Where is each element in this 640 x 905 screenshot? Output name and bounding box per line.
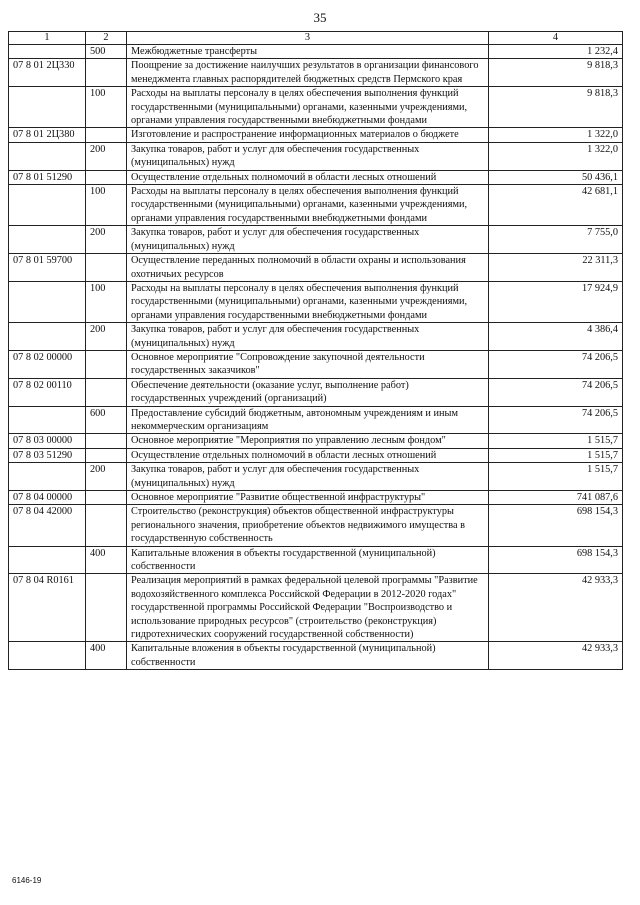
row-code-cell: 07 8 03 51290 xyxy=(9,448,86,462)
row-code-cell: 07 8 03 00000 xyxy=(9,434,86,448)
row-code-cell: 07 8 01 2Ц380 xyxy=(9,128,86,142)
row-code-cell xyxy=(9,45,86,59)
table-row xyxy=(9,128,623,142)
row-amount-cell: 74 206,5 xyxy=(489,350,623,378)
row-expense-type-cell xyxy=(86,128,127,142)
row-amount-cell: 74 206,5 xyxy=(489,406,623,434)
row-name-cell: Расходы на выплаты персоналу в целях обеспечения выполнения функций государственными (муниципальными) органами, казенными учреждениями, органами управления государственными внебюджетными фондами xyxy=(127,87,489,128)
row-expense-type-cell xyxy=(86,434,127,448)
row-code-cell: 07 8 01 59700 xyxy=(9,254,86,282)
row-amount-cell: 1 322,0 xyxy=(489,142,623,170)
row-code-cell: 07 8 01 51290 xyxy=(9,170,86,184)
row-name-cell: Основное мероприятие "Развитие общественной инфраструктуры" xyxy=(127,491,489,505)
row-code-cell: 07 8 01 2Ц330 xyxy=(9,59,86,87)
row-expense-type-cell: 100 xyxy=(86,281,127,322)
row-expense-type-cell xyxy=(86,59,127,87)
row-code-cell xyxy=(9,142,86,170)
row-amount-cell: 698 154,3 xyxy=(489,546,623,574)
table-row xyxy=(9,378,623,406)
row-name-cell: Реализация мероприятий в рамках федеральной целевой программы "Развитие водохозяйственного комплекса Российской Федерации в 2012-2020 годах" государственной программы Российской Федерации "Воспроизводство и использование природных ресурсов" (строительство (реконструкция) гидротехнических сооружений государственной собственности) xyxy=(127,574,489,642)
table-row xyxy=(9,448,623,462)
table-row xyxy=(9,406,623,434)
row-amount-cell: 42 933,3 xyxy=(489,642,623,670)
row-code-cell xyxy=(9,226,86,254)
table-header-row xyxy=(9,32,623,45)
row-amount-cell: 1 515,7 xyxy=(489,463,623,491)
table-row xyxy=(9,59,623,87)
row-amount-cell: 17 924,9 xyxy=(489,281,623,322)
row-name-cell: Расходы на выплаты персоналу в целях обеспечения выполнения функций государственными (муниципальными) органами, казенными учреждениями, органами управления государственными внебюджетными фондами xyxy=(127,185,489,226)
row-code-cell: 07 8 04 42000 xyxy=(9,505,86,546)
row-code-cell: 07 8 04 R0161 xyxy=(9,574,86,642)
row-expense-type-cell: 200 xyxy=(86,323,127,351)
row-name-cell: Поощрение за достижение наилучших результатов в организации финансового менеджмента главных распорядителей бюджетных средств Пермского края xyxy=(127,59,489,87)
row-amount-cell: 1 515,7 xyxy=(489,434,623,448)
row-code-cell xyxy=(9,281,86,322)
row-name-cell: Изготовление и распространение информационных материалов о бюджете xyxy=(127,128,489,142)
row-code-cell: 07 8 04 00000 xyxy=(9,491,86,505)
row-name-cell: Закупка товаров, работ и услуг для обеспечения государственных (муниципальных) нужд xyxy=(127,226,489,254)
header-col-3: 3 xyxy=(127,32,489,45)
row-expense-type-cell: 200 xyxy=(86,142,127,170)
row-amount-cell: 50 436,1 xyxy=(489,170,623,184)
table-row xyxy=(9,434,623,448)
table-row xyxy=(9,323,623,351)
row-expense-type-cell xyxy=(86,491,127,505)
table-row xyxy=(9,254,623,282)
table-row xyxy=(9,142,623,170)
row-amount-cell: 42 933,3 xyxy=(489,574,623,642)
table-row xyxy=(9,350,623,378)
row-code-cell xyxy=(9,323,86,351)
row-name-cell: Осуществление отдельных полномочий в области лесных отношений xyxy=(127,448,489,462)
table-row xyxy=(9,185,623,226)
row-expense-type-cell: 400 xyxy=(86,642,127,670)
row-expense-type-cell xyxy=(86,574,127,642)
header-col-4: 4 xyxy=(489,32,623,45)
row-code-cell: 07 8 02 00000 xyxy=(9,350,86,378)
row-amount-cell: 741 087,6 xyxy=(489,491,623,505)
row-name-cell: Закупка товаров, работ и услуг для обеспечения государственных (муниципальных) нужд xyxy=(127,323,489,351)
row-amount-cell: 7 755,0 xyxy=(489,226,623,254)
row-amount-cell: 1 515,7 xyxy=(489,448,623,462)
row-name-cell: Закупка товаров, работ и услуг для обеспечения государственных (муниципальных) нужд xyxy=(127,463,489,491)
table-row xyxy=(9,463,623,491)
table-row xyxy=(9,505,623,546)
table-row xyxy=(9,491,623,505)
row-amount-cell: 74 206,5 xyxy=(489,378,623,406)
row-amount-cell: 698 154,3 xyxy=(489,505,623,546)
row-name-cell: Осуществление переданных полномочий в области охраны и использования охотничьих ресурсов xyxy=(127,254,489,282)
row-amount-cell: 22 311,3 xyxy=(489,254,623,282)
table-row xyxy=(9,642,623,670)
row-expense-type-cell: 600 xyxy=(86,406,127,434)
row-name-cell: Межбюджетные трансферты xyxy=(127,45,489,59)
row-name-cell: Капитальные вложения в объекты государственной (муниципальной) собственности xyxy=(127,642,489,670)
row-expense-type-cell: 100 xyxy=(86,185,127,226)
row-name-cell: Основное мероприятие "Мероприятия по управлению лесным фондом" xyxy=(127,434,489,448)
row-code-cell xyxy=(9,463,86,491)
page-number: 35 xyxy=(313,10,327,25)
row-expense-type-cell: 100 xyxy=(86,87,127,128)
row-amount-cell: 1 322,0 xyxy=(489,128,623,142)
row-expense-type-cell: 500 xyxy=(86,45,127,59)
row-expense-type-cell: 200 xyxy=(86,463,127,491)
row-name-cell: Капитальные вложения в объекты государственной (муниципальной) собственности xyxy=(127,546,489,574)
row-code-cell: 07 8 02 00110 xyxy=(9,378,86,406)
row-expense-type-cell xyxy=(86,505,127,546)
row-code-cell xyxy=(9,87,86,128)
row-amount-cell: 1 232,4 xyxy=(489,45,623,59)
row-expense-type-cell xyxy=(86,170,127,184)
table-row xyxy=(9,226,623,254)
row-amount-cell: 4 386,4 xyxy=(489,323,623,351)
budget-table xyxy=(8,31,623,670)
row-code-cell xyxy=(9,642,86,670)
row-name-cell: Строительство (реконструкция) объектов общественной инфраструктуры регионального значения, приобретение объектов недвижимого имущества в государственную собственность xyxy=(127,505,489,546)
row-code-cell xyxy=(9,546,86,574)
table-row xyxy=(9,574,623,642)
row-name-cell: Обеспечение деятельности (оказание услуг, выполнение работ) государственных учреждений (организаций) xyxy=(127,378,489,406)
row-expense-type-cell xyxy=(86,254,127,282)
row-expense-type-cell xyxy=(86,350,127,378)
table-row xyxy=(9,87,623,128)
row-name-cell: Расходы на выплаты персоналу в целях обеспечения выполнения функций государственными (муниципальными) органами, казенными учреждениями, органами управления государственными внебюджетными фондами xyxy=(127,281,489,322)
row-expense-type-cell xyxy=(86,378,127,406)
row-expense-type-cell: 200 xyxy=(86,226,127,254)
table-row xyxy=(9,281,623,322)
row-code-cell xyxy=(9,406,86,434)
table-row xyxy=(9,170,623,184)
footer-code: 6146-19 xyxy=(12,876,42,885)
row-name-cell: Закупка товаров, работ и услуг для обеспечения государственных (муниципальных) нужд xyxy=(127,142,489,170)
table-row xyxy=(9,45,623,59)
row-code-cell xyxy=(9,185,86,226)
row-name-cell: Основное мероприятие "Сопровождение закупочной деятельности государственных заказчиков" xyxy=(127,350,489,378)
header-col-2: 2 xyxy=(86,32,127,45)
row-expense-type-cell: 400 xyxy=(86,546,127,574)
header-col-1: 1 xyxy=(9,32,86,45)
row-amount-cell: 9 818,3 xyxy=(489,87,623,128)
table-body xyxy=(9,45,623,670)
row-name-cell: Осуществление отдельных полномочий в области лесных отношений xyxy=(127,170,489,184)
row-expense-type-cell xyxy=(86,448,127,462)
row-amount-cell: 42 681,1 xyxy=(489,185,623,226)
row-amount-cell: 9 818,3 xyxy=(489,59,623,87)
row-name-cell: Предоставление субсидий бюджетным, автономным учреждениям и иным некоммерческим организациям xyxy=(127,406,489,434)
table-row xyxy=(9,546,623,574)
